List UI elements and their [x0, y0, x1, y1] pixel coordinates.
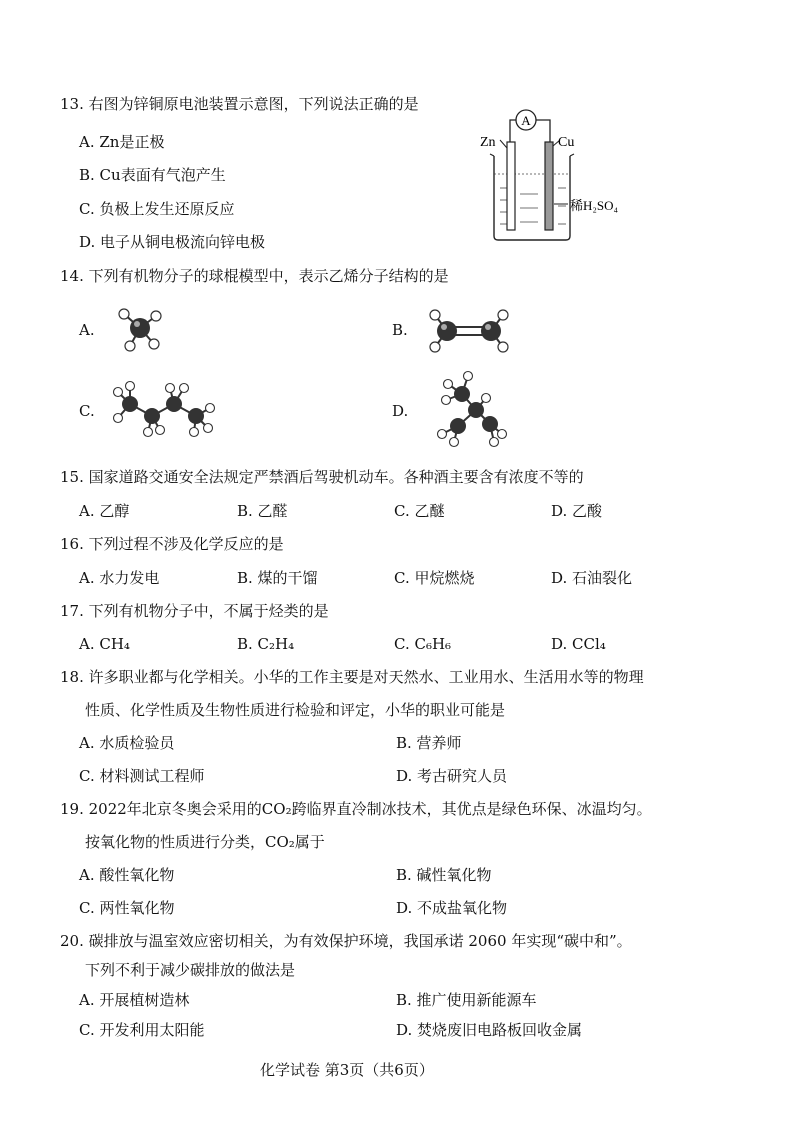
q18-option-a: A. 水质检验员 — [79, 734, 175, 752]
q13-option-d: D. 电子从铜电极流向锌电极 — [79, 233, 266, 251]
zn-label: Zn — [480, 135, 496, 150]
q16-stem: 16. 下列过程不涉及化学反应的是 — [60, 535, 284, 553]
q19-option-c: C. 两性氧化物 — [79, 899, 175, 917]
ethylene-model — [425, 303, 515, 359]
q14-option-a: A. — [79, 321, 95, 339]
q13-stem: 13. 右图为锌铜原电池装置示意图，下列说法正确的是 — [60, 95, 419, 113]
galvanic-cell-diagram — [470, 104, 630, 246]
q16-option-c: C. 甲烷燃烧 — [394, 569, 475, 587]
q15-option-a: A. 乙醇 — [79, 502, 130, 520]
q20-option-c: C. 开发利用太阳能 — [79, 1021, 205, 1039]
q18-stem-2: 性质、化学性质及生物性质进行检验和评定，小华的职业可能是 — [85, 701, 506, 719]
solution-label: 稀H₂SO₄ — [570, 198, 619, 213]
q14-option-b: B. — [392, 321, 408, 339]
q20-option-a: A. 开展植树造林 — [79, 991, 190, 1009]
q18-option-c: C. 材料测试工程师 — [79, 767, 205, 785]
q17-option-a: A. CH₄ — [79, 635, 130, 653]
q18-stem: 18. 许多职业都与化学相关。小华的工作主要是对天然水、工业用水、生活用水等的物理 — [60, 668, 644, 686]
q20-option-b: B. 推广使用新能源车 — [396, 991, 537, 1009]
q19-stem: 19. 2022年北京冬奥会采用的CO₂跨临界直冷制冰技术，其优点是绿色环保、冰温均匀。 — [60, 800, 652, 818]
ammeter-label: A — [521, 113, 531, 128]
q18-option-d: D. 考古研究人员 — [396, 767, 508, 785]
isobutane-model — [432, 368, 512, 448]
copper-electrode — [545, 142, 553, 230]
butane-model — [110, 378, 220, 440]
methane-model — [110, 300, 170, 358]
cu-label: Cu — [558, 135, 575, 150]
q20-stem-2: 下列不利于减少碳排放的做法是 — [85, 961, 296, 979]
q18-option-b: B. 营养师 — [396, 734, 462, 752]
q19-option-d: D. 不成盐氧化物 — [396, 899, 508, 917]
q13-option-b: B. Cu表面有气泡产生 — [79, 166, 226, 184]
carbon-atom — [130, 318, 150, 338]
q13-option-c: C. 负极上发生还原反应 — [79, 200, 235, 218]
q19-option-b: B. 碱性氧化物 — [396, 866, 492, 884]
q17-option-c: C. C₆H₆ — [394, 635, 452, 653]
q16-option-d: D. 石油裂化 — [551, 569, 633, 587]
q19-stem-2: 按氧化物的性质进行分类，CO₂属于 — [85, 833, 325, 851]
q14-option-d: D. — [392, 402, 409, 420]
q16-option-b: B. 煤的干馏 — [237, 569, 318, 587]
q15-option-c: C. 乙醚 — [394, 502, 445, 520]
q15-option-d: D. 乙酸 — [551, 502, 603, 520]
q17-option-b: B. C₂H₄ — [237, 635, 295, 653]
page-footer: 化学试卷 第3页（共6页） — [260, 1061, 434, 1079]
q16-option-a: A. 水力发电 — [79, 569, 160, 587]
q19-option-a: A. 酸性氧化物 — [79, 866, 175, 884]
q15-option-b: B. 乙醛 — [237, 502, 288, 520]
q17-option-d: D. CCl₄ — [551, 635, 606, 653]
beaker — [494, 156, 570, 240]
q15-stem: 15. 国家道路交通安全法规定严禁酒后驾驶机动车。各种酒主要含有浓度不等的 — [60, 468, 584, 486]
zinc-electrode — [507, 142, 515, 230]
q13-option-a: A. Zn是正极 — [79, 133, 165, 151]
q14-option-c: C. — [79, 402, 95, 420]
q20-option-d: D. 焚烧废旧电路板回收金属 — [396, 1021, 583, 1039]
q14-stem: 14. 下列有机物分子的球棍模型中，表示乙烯分子结构的是 — [60, 267, 449, 285]
q20-stem: 20. 碳排放与温室效应密切相关，为有效保护环境，我国承诺 2060 年实现“碳中和”。 — [60, 932, 632, 950]
q17-stem: 17. 下列有机物分子中，不属于烃类的是 — [60, 602, 329, 620]
